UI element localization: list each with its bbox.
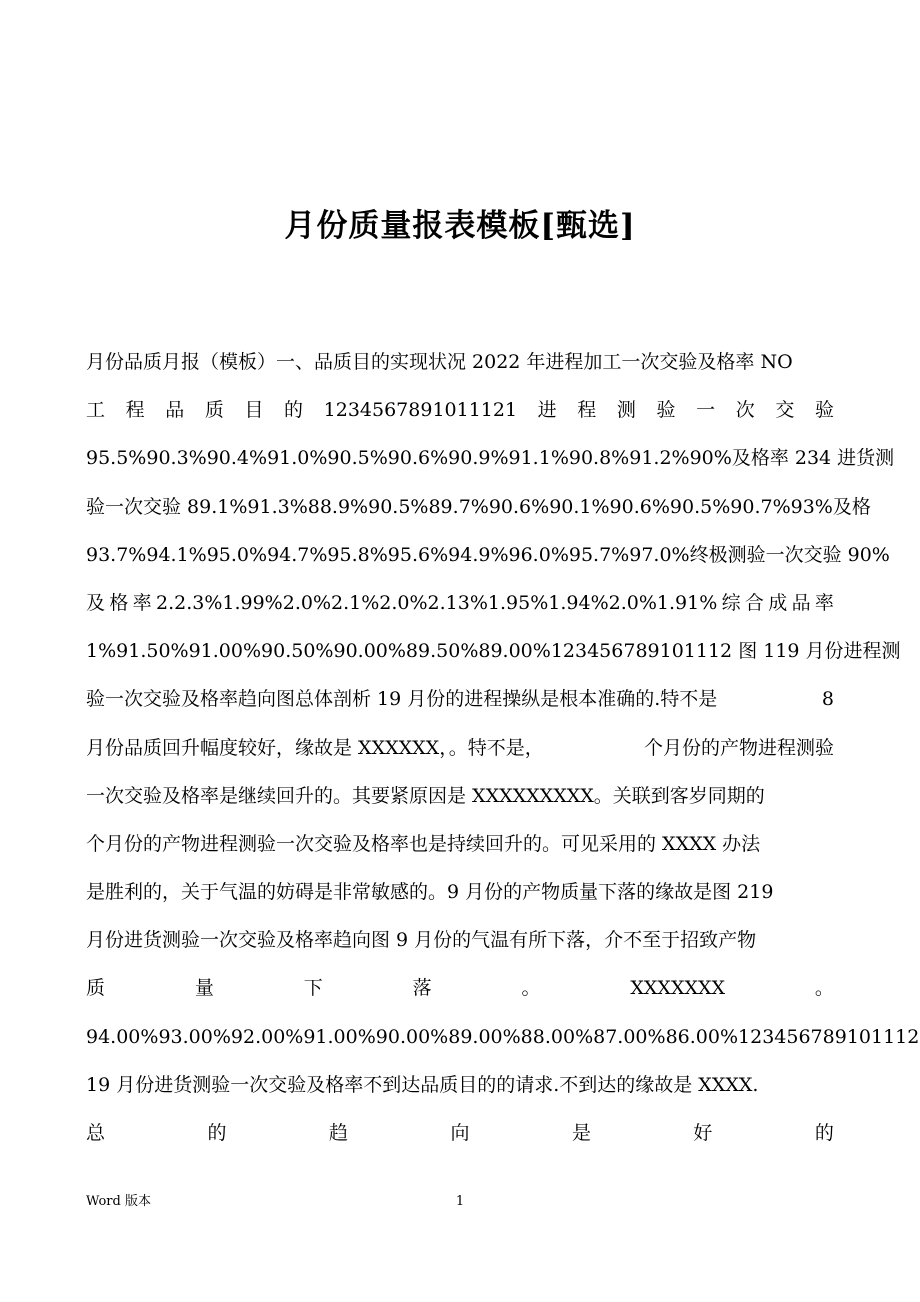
paragraph-line: [86, 1013, 920, 1061]
paragraph-line: [86, 675, 834, 723]
line-segment: 95.5%90.3%90.4%91.0%90.5%90.6%90.9%91.1%90.8%91.2%90%及格率 234 进货测: [86, 447, 895, 470]
line-segment: 是: [571, 1122, 591, 1144]
line-segment: 总: [86, 1122, 106, 1144]
line-segment: 的: [207, 1122, 227, 1144]
line-segment: 成: [768, 591, 788, 614]
paragraph-line: [86, 1109, 834, 1157]
line-segment: 月份进货测验一次交验及格率趋向图 9 月份的气温有所下落，介不至于招致产物: [86, 929, 757, 952]
line-segment: 率: [132, 591, 152, 614]
line-segment: 次: [735, 399, 755, 422]
line-segment: 工: [86, 399, 106, 422]
paragraph-line: [86, 916, 834, 964]
line-segment: 向: [450, 1122, 470, 1144]
line-segment: 目: [244, 399, 264, 422]
line-segment: 月份品质月报（模板）一、品质目的实现状况 2022 年进程加工一次交验及格率 NO: [86, 351, 793, 373]
line-segment: 品: [165, 399, 185, 422]
line-segment: 。: [814, 977, 834, 1000]
line-segment: 19 月份进货测验一次交验及格率不到达品质目的的请求.不到达的缘故是 XXXX.: [86, 1073, 759, 1096]
line-segment: 2.2.3%1.99%2.0%2.1%2.0%2.13%1.95%1.94%2.0%1.91%: [155, 591, 718, 614]
line-segment: 验一次交验及格率趋向图总体剖析 19 月份的进程操纵是根本准确的.特不是: [86, 688, 718, 711]
line-segment: 个月份的产物进程测验一次交验及格率也是持续回升的。可见采用的 XXXX 办法: [86, 832, 761, 855]
document-body: [86, 338, 920, 1157]
document-title: 月份质量报表模板[甄选]: [284, 208, 636, 244]
paragraph-line: [86, 434, 895, 482]
line-segment: 验一次交验 89.1%91.3%88.9%90.5%89.7%90.6%90.1%90.6%90.5%90.7%93%及格: [86, 495, 871, 518]
line-segment: 下: [303, 977, 323, 1000]
paragraph-line: [86, 627, 901, 675]
line-segment: 一: [696, 399, 716, 422]
line-segment: 一次交验及格率是继续回升的。其要紧原因是 XXXXXXXXX。关联到客岁同期的: [86, 784, 765, 807]
line-segment: 趋: [328, 1122, 348, 1144]
line-segment: 8: [821, 688, 834, 711]
line-segment: 93.7%94.1%95.0%94.7%95.8%95.6%94.9%96.0%95.7%97.0%终极测验一次交验 90%: [86, 543, 890, 566]
line-segment: 。: [521, 977, 541, 1000]
line-segment: 量: [194, 977, 214, 1000]
line-segment: 及: [86, 591, 106, 614]
line-segment: 1%91.50%91.00%90.50%90.00%89.50%89.00%123456789101112 图 119 月份进程测: [86, 640, 901, 663]
line-segment: 落: [412, 977, 432, 1000]
line-segment: 格: [109, 591, 129, 614]
line-segment: XXXXXXX: [630, 977, 726, 1000]
line-segment: 合: [744, 591, 764, 614]
paragraph-line: [86, 531, 890, 579]
paragraph-line: [86, 724, 834, 772]
line-segment: 交: [775, 399, 795, 422]
line-segment: 质: [204, 399, 224, 422]
line-segment: 品: [791, 591, 811, 614]
line-segment: 的: [284, 399, 304, 422]
line-segment: 1234567891011121: [323, 399, 518, 422]
paragraph-line: [86, 820, 834, 868]
line-segment: 测: [616, 399, 636, 422]
line-segment: 质: [86, 977, 106, 1000]
paragraph-line: [86, 338, 834, 386]
paragraph-line: [86, 868, 834, 916]
line-segment: 好: [693, 1122, 713, 1144]
line-segment: 94.00%93.00%92.00%91.00%90.00%89.00%88.00%87.00%86.00%123456789101112: [86, 1025, 920, 1048]
paragraph-line: [86, 1061, 834, 1109]
line-segment: 程: [125, 399, 145, 422]
line-segment: 综: [721, 591, 741, 614]
paragraph-line: [86, 579, 834, 627]
footer-page-number: 1: [455, 1194, 465, 1209]
paragraph-line: [86, 964, 834, 1012]
line-segment: 进: [537, 399, 557, 422]
line-segment: 程: [577, 399, 597, 422]
line-segment: 率: [814, 591, 834, 614]
line-segment: 验: [656, 399, 676, 422]
line-segment: 验: [814, 399, 834, 422]
line-segment: 月份品质回升幅度较好，缘故是 XXXXXX，。特不是，: [86, 736, 544, 759]
line-segment: 的: [814, 1122, 834, 1144]
line-segment: 是胜利的，关于气温的妨碍是非常敏感的。9 月份的产物质量下落的缘故是图 219: [86, 881, 774, 904]
footer-version-label: Word 版本: [86, 1194, 151, 1209]
line-segment: 个月份的产物进程测验: [643, 736, 834, 759]
paragraph-line: [86, 386, 834, 434]
paragraph-line: [86, 772, 834, 820]
paragraph-line: [86, 483, 871, 531]
